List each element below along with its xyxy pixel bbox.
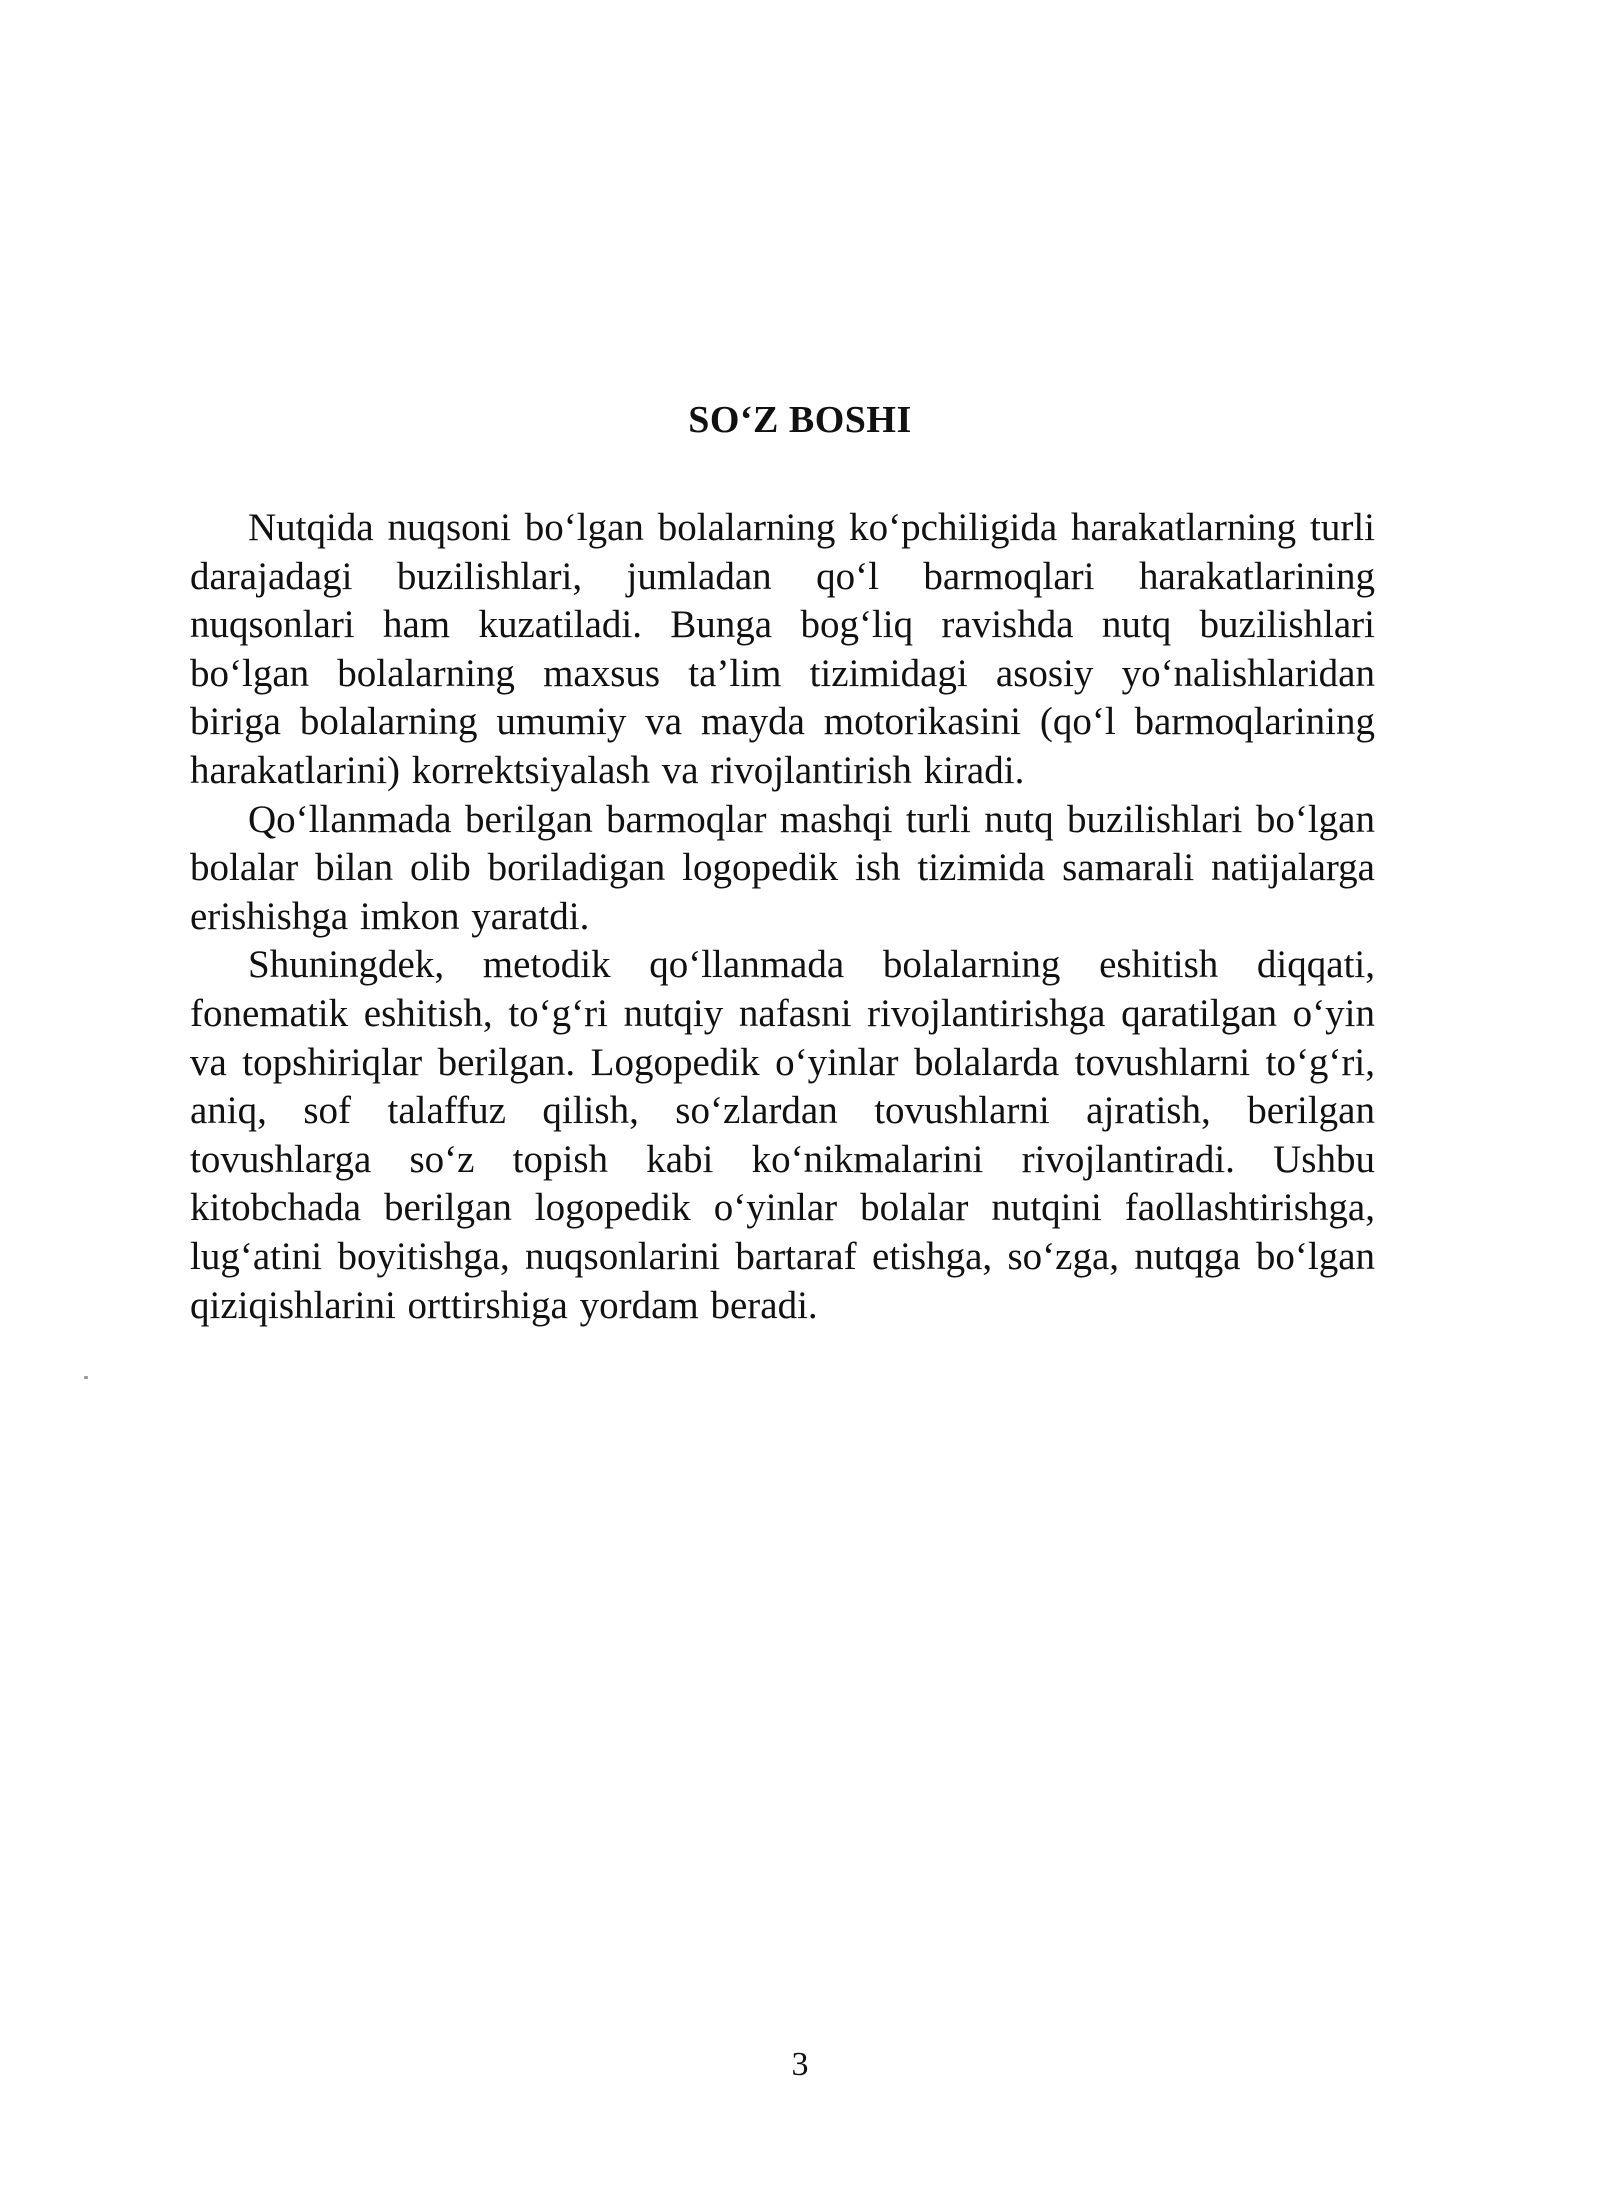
paragraph-3: Shuningdek, metodik qo‘llanmada bolalarning eshitish diqqati, fonematik eshitish, to‘g‘ri nutqiy nafasni rivojlantirishga qaratilgan o‘yin va topshiriqlar berilgan. Logopedik o‘yinlar bolalarda tovushlarni to‘g‘ri, aniq, sof talaffuz qilish, so‘zlardan tovushlarni ajratish, berilgan tovushlarga so‘z topish kabi ko‘nikmalarini rivojlantiradi. Ushbu kitobchada berilgan logopedik o‘yinlar bolalar nutqini faollashtirishga, lug‘atini boyitishga, nuqsonlarini bartaraf etishga, so‘zga, nutqga bo‘lgan qiziqishlarini orttirshiga yordam beradi. [190,943,1375,1327]
paragraph-1: Nutqida nuqsoni bo‘lgan bolalarning ko‘pchiligida harakatlarning turli darajadagi buzilishlari, jumladan qo‘l barmoqlari harakatlarining nuqsonlari ham kuzatiladi. Bunga bog‘liq ravishda nutq buzilishlari bo‘lgan bolalarning maxsus ta’lim tizimidagi asosiy yo‘nalishlaridan biriga bolalarning umumiy va mayda motorikasini (qo‘l barmoqlarining harakatlarini) korrektsiyalash va rivojlantirish kiradi. [190,506,1375,792]
preface-body [190,504,1375,1330]
paragraph-2: Qo‘llanmada berilgan barmoqlar mashqi turli nutq buzilishlari bo‘lgan bolalar bilan olib boriladigan logopedik ish tizimida samarali natijalarga erishishga imkon yaratdi. [190,797,1375,938]
page-number: 3 [791,2046,809,2083]
section-title: SO‘Z BOSHI [688,399,912,441]
scan-speck [84,1376,88,1379]
